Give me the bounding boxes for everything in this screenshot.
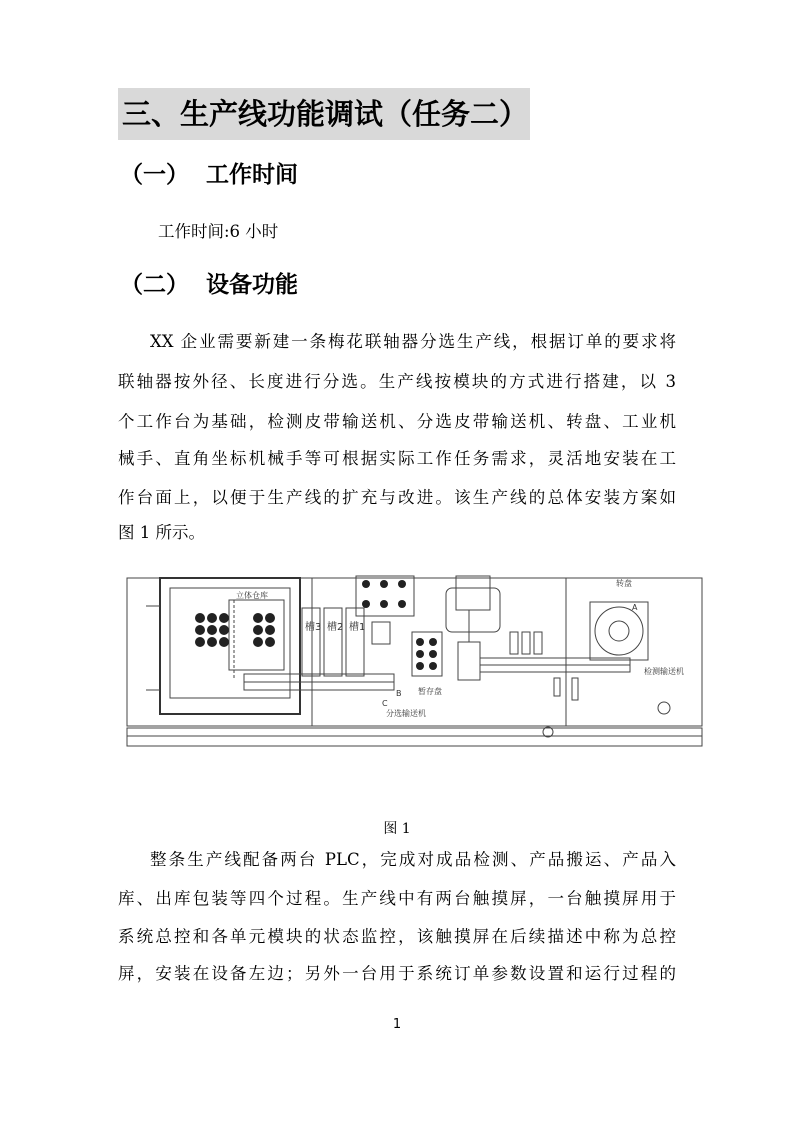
section-number: （二） [120, 272, 189, 298]
page-heading: 三、生产线功能调试（任务二） [118, 88, 530, 140]
paragraph-line: 整条生产线配备两台 PLC，完成对成品检测、产品搬运、产品入 [150, 850, 676, 869]
label-buffer-tray: 暂存盘 [418, 687, 442, 696]
section-heading-work-time [120, 160, 298, 190]
label-slot-1: 槽1 [349, 622, 366, 633]
section-number: （一） [120, 162, 189, 188]
section-title: 工作时间 [206, 162, 298, 188]
paragraph-line: 械手、直角坐标机械手等可根据实际工作任务需求，灵活地安装在工 [118, 449, 676, 468]
paragraph-line: 作台面上，以便于生产线的扩充与改进。该生产线的总体安装方案如 [118, 488, 676, 507]
label-slot-3: 槽3 [305, 622, 322, 633]
figure-caption: 图 1 [383, 821, 411, 837]
paragraph-line: 系统总控和各单元模块的状态监控，该触摸屏在后续描述中称为总控 [118, 927, 676, 946]
label-point-a: A [632, 603, 638, 612]
paragraph-line: 屏，安装在设备左边；另外一台用于系统订单参数设置和运行过程的 [118, 964, 676, 983]
label-sorting-conveyor: 分选输送机 [386, 709, 426, 718]
section-title: 设备功能 [206, 272, 298, 298]
label-warehouse: 立体仓库 [236, 591, 268, 600]
page-number: 1 [392, 1017, 402, 1032]
label-turntable: 转盘 [616, 579, 632, 588]
label-inspection-conveyor: 检测输送机 [644, 667, 684, 676]
section-heading-equipment [120, 270, 298, 300]
label-point-c: C [382, 699, 388, 708]
label-slot-2: 槽2 [327, 622, 344, 633]
paragraph-line: 库、出库包装等四个过程。生产线中有两台触摸屏，一台触摸屏用于 [118, 889, 676, 908]
work-time-text: 工作时间:6 小时 [158, 222, 279, 241]
paragraph-line: 个工作台为基础，检测皮带输送机、分选皮带输送机、转盘、工业机 [118, 412, 676, 431]
paragraph-line: 联轴器按外径、长度进行分选。生产线按模块的方式进行搭建，以 3 [118, 372, 676, 391]
paragraph-line: 图 1 所示。 [118, 523, 205, 542]
production-line-layout-figure [124, 570, 706, 758]
paragraph-line: XX 企业需要新建一条梅花联轴器分选生产线，根据订单的要求将 [150, 332, 676, 351]
label-point-b: B [396, 689, 402, 698]
